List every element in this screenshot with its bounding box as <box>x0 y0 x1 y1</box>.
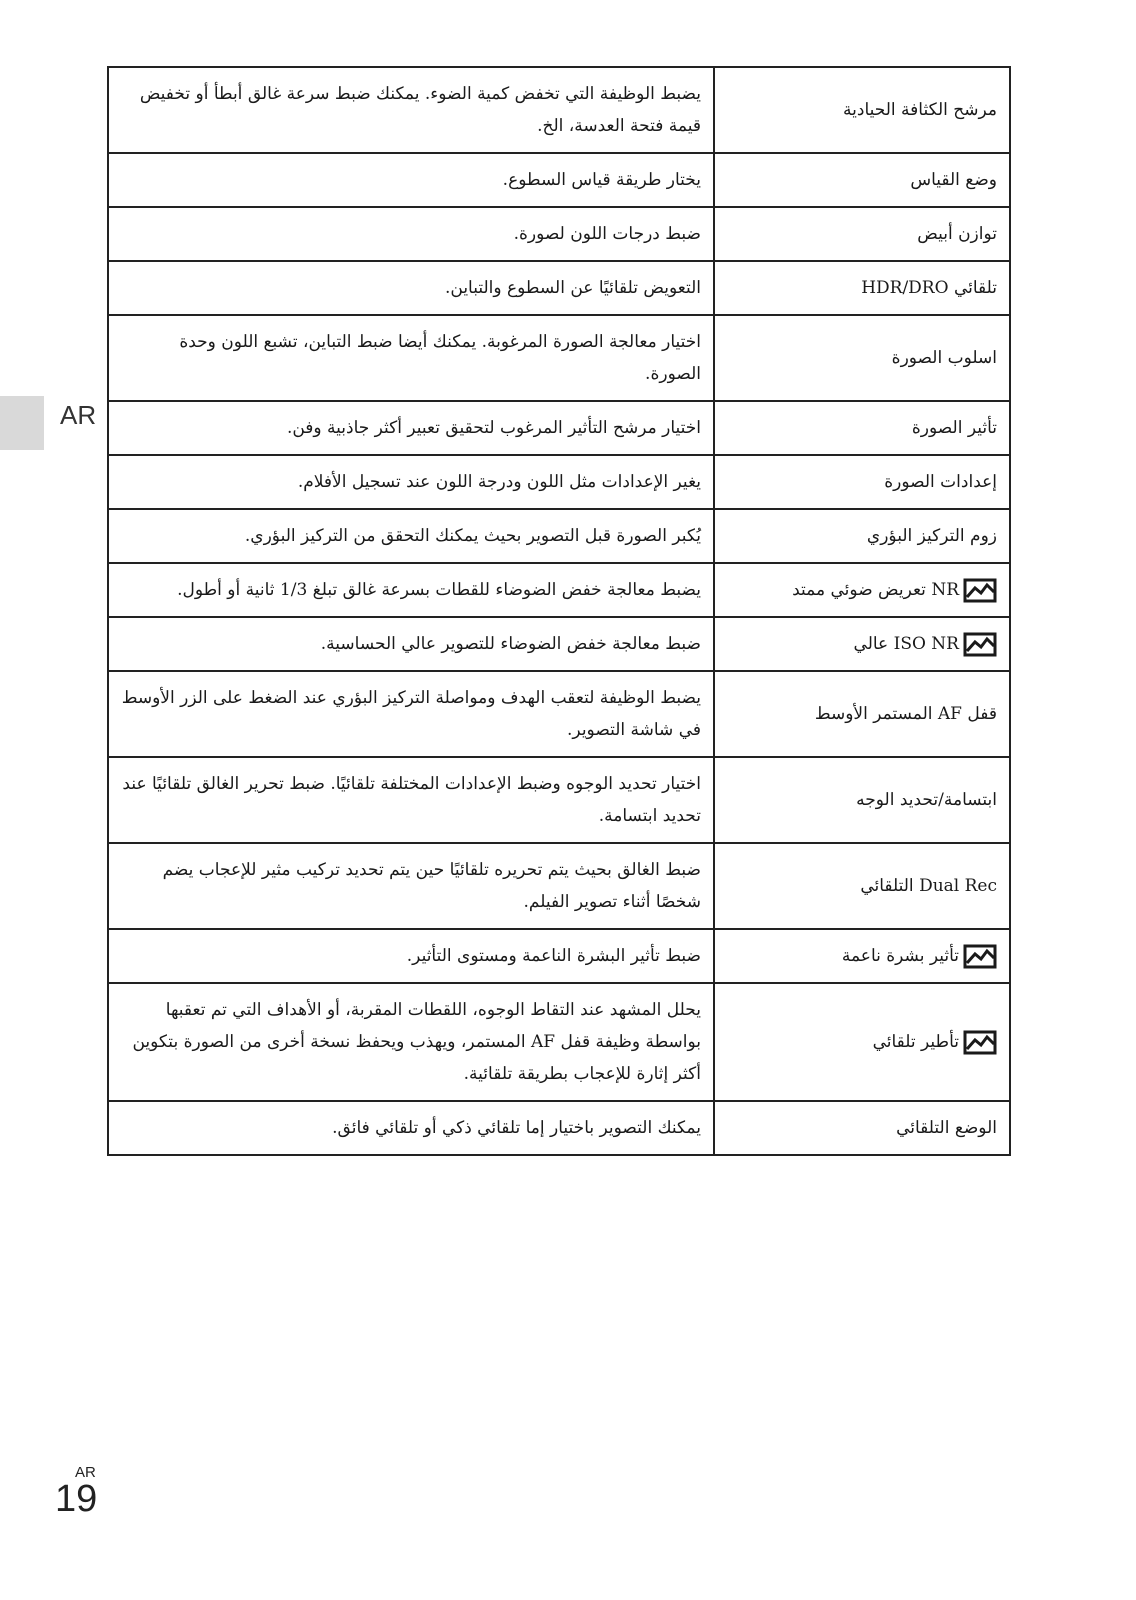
still-image-icon <box>963 631 997 658</box>
setting-name: إعدادات الصورة <box>884 472 997 492</box>
table-row <box>108 617 1010 671</box>
table-row <box>108 563 1010 617</box>
still-image-icon <box>963 577 997 604</box>
setting-name-cell <box>714 757 1010 843</box>
table-row <box>108 929 1010 983</box>
table-row <box>108 1101 1010 1155</box>
footer-language: AR <box>75 1464 96 1481</box>
table-row <box>108 671 1010 757</box>
setting-name-cell <box>714 671 1010 757</box>
still-image-icon <box>963 943 997 970</box>
setting-description: اختيار تحديد الوجوه وضبط الإعدادات المختلفة تلقائيًا. ضبط تحرير الغالق تلقائيًا عند تحديد ابتسامة. <box>108 757 714 843</box>
setting-description: يغير الإعدادات مثل اللون ودرجة اللون عند تسجيل الأفلام. <box>108 455 714 509</box>
table-row <box>108 509 1010 563</box>
setting-name: ابتسامة/تحديد الوجه <box>856 790 997 810</box>
setting-name: ISO NR عالي <box>853 634 959 654</box>
side-tab <box>0 396 44 450</box>
table-row <box>108 843 1010 929</box>
setting-description: ضبط الغالق بحيث يتم تحريره تلقائيًا حين يتم تحديد تركيب مثير للإعجاب يضم شخصًا أثناء تصوير الفيلم. <box>108 843 714 929</box>
table-row <box>108 455 1010 509</box>
setting-name: وضع القياس <box>910 170 997 190</box>
still-image-icon <box>963 1029 997 1056</box>
setting-description: يضبط معالجة خفض الضوضاء للقطات بسرعة غالق تبلغ 1/3 ثانية أو أطول. <box>108 563 714 617</box>
table-row <box>108 757 1010 843</box>
setting-name-cell <box>714 207 1010 261</box>
setting-name-cell <box>714 315 1010 401</box>
side-tab-label: AR <box>60 400 97 430</box>
setting-name-cell <box>714 1101 1010 1155</box>
setting-description: يضبط الوظيفة لتعقب الهدف ومواصلة التركيز البؤري عند الضغط على الزر الأوسط في شاشة التصوير. <box>108 671 714 757</box>
settings-table <box>107 66 1011 1156</box>
setting-description: يضبط الوظيفة التي تخفض كمية الضوء. يمكنك ضبط سرعة غالق أبطأ أو تخفيض قيمة فتحة العدسة، الخ. <box>108 67 714 153</box>
setting-description: ضبط تأثير البشرة الناعمة ومستوى التأثير. <box>108 929 714 983</box>
setting-description: اختيار مرشح التأثير المرغوب لتحقيق تعبير أكثر جاذبية وفن. <box>108 401 714 455</box>
setting-name-cell <box>714 455 1010 509</box>
setting-name-cell <box>714 153 1010 207</box>
setting-name: تأطير تلقائي <box>872 1032 959 1052</box>
setting-name-cell <box>714 843 1010 929</box>
setting-name-cell <box>714 261 1010 315</box>
setting-name-cell <box>714 509 1010 563</box>
setting-name: قفل AF المستمر الأوسط <box>814 704 997 724</box>
setting-name: تأثير الصورة <box>911 418 997 438</box>
setting-name-cell <box>714 983 1010 1101</box>
setting-description: يحلل المشهد عند التقاط الوجوه، اللقطات المقربة، أو الأهداف التي تم تعقبها بواسطة وظيفة قفل AF المستمر، ويهذب ويحفظ نسخة أخرى من الصورة بتكوين أكثر إثارة للإعجاب بطريقة تلقائية. <box>108 983 714 1101</box>
setting-description: اختيار معالجة الصورة المرغوبة. يمكنك أيضا ضبط التباين، تشبع اللون وحدة الصورة. <box>108 315 714 401</box>
setting-name-cell <box>714 401 1010 455</box>
setting-description: ضبط درجات اللون لصورة. <box>108 207 714 261</box>
setting-name-cell <box>714 929 1010 983</box>
setting-name-cell <box>714 617 1010 671</box>
setting-description: يختار طريقة قياس السطوع. <box>108 153 714 207</box>
table-row <box>108 401 1010 455</box>
setting-name: توازن أبيض <box>917 224 997 244</box>
setting-description: التعويض تلقائيًا عن السطوع والتباين. <box>108 261 714 315</box>
setting-name-cell <box>714 563 1010 617</box>
setting-description: يُكبر الصورة قبل التصوير بحيث يمكنك التحقق من التركيز البؤري. <box>108 509 714 563</box>
setting-description: يمكنك التصوير باختيار إما تلقائي ذكي أو تلقائي فائق. <box>108 1101 714 1155</box>
table-row <box>108 207 1010 261</box>
setting-name: تأثير بشرة ناعمة <box>841 946 959 966</box>
table-row <box>108 67 1010 153</box>
setting-name: اسلوب الصورة <box>891 348 997 368</box>
page-number: 19 <box>55 1478 98 1520</box>
table-row <box>108 315 1010 401</box>
table-row <box>108 261 1010 315</box>
setting-name: مرشح الكثافة الحيادية <box>843 100 997 120</box>
setting-name: Dual Rec التلقائي <box>860 876 997 896</box>
setting-name: NR تعريض ضوئي ممتد <box>792 580 959 600</box>
setting-name: زوم التركيز البؤري <box>866 526 997 546</box>
setting-description: ضبط معالجة خفض الضوضاء للتصوير عالي الحساسية. <box>108 617 714 671</box>
table-row <box>108 983 1010 1101</box>
table-row <box>108 153 1010 207</box>
setting-name: الوضع التلقائي <box>896 1118 997 1138</box>
setting-name-cell <box>714 67 1010 153</box>
setting-name: تلقائي HDR/DRO <box>861 278 997 298</box>
